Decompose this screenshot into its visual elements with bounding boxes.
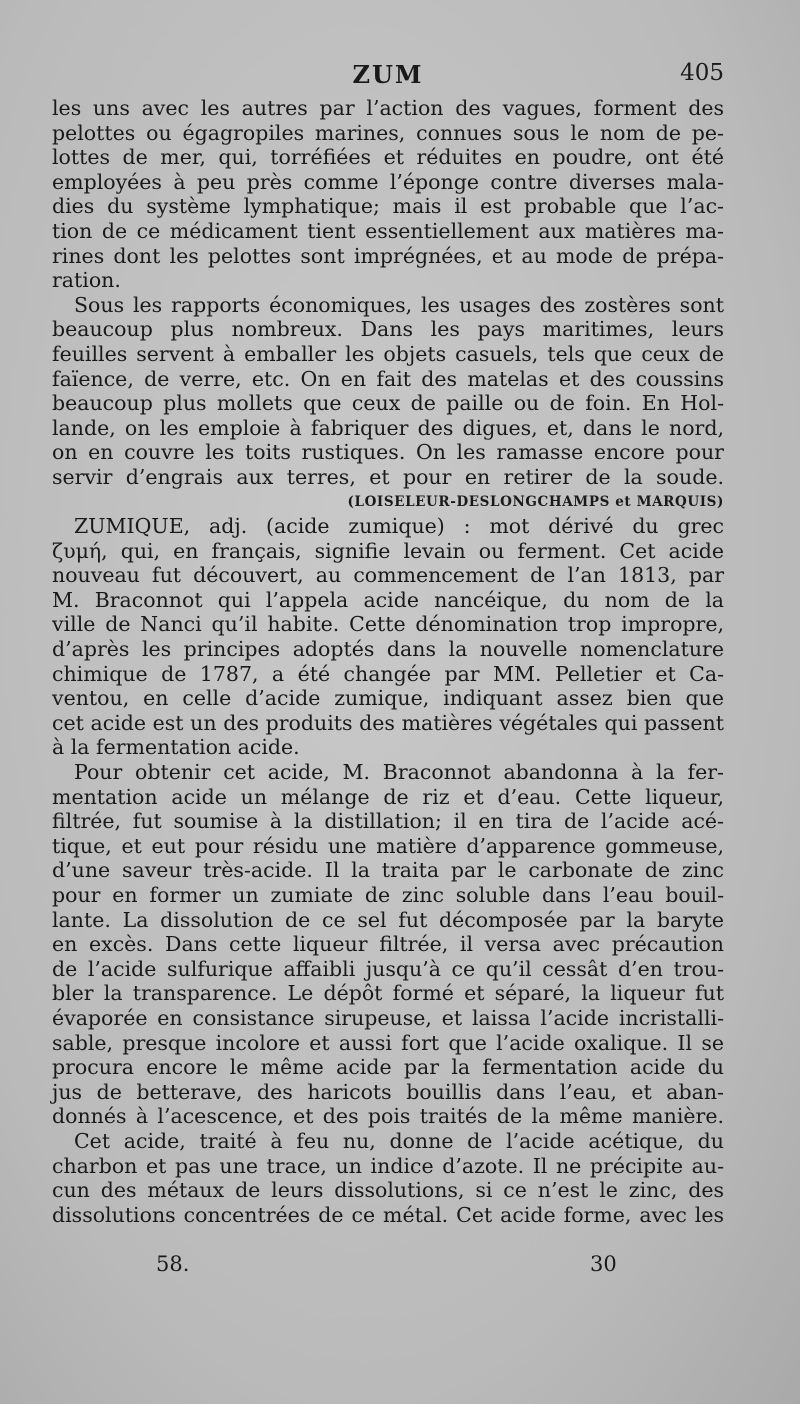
- text-line: lande, on les emploie à fabriquer des digues, et, dans le nord,: [52, 415, 724, 440]
- author-signature: (LOISELEUR-DESLONGCHAMPS et MARQUIS): [347, 493, 724, 510]
- text-line: les uns avec les autres par l’action des vagues, forment des: [52, 96, 724, 120]
- text-line: on en couvre les toits rustiques. On les ramasse encore pour: [52, 440, 724, 465]
- text-line: cet acide est un des produits des matières végétales qui passent: [52, 710, 724, 735]
- text-line: employées à peu près comme l’éponge contre diverses mala-: [52, 169, 724, 194]
- text-line: beaucoup plus mollets que ceux de paille ou de foin. En Hol-: [52, 391, 724, 416]
- text-line: cun des métaux de leurs dissolutions, si ce n’est le zinc, des: [52, 1178, 724, 1203]
- text-line: en excès. Dans cette liqueur filtrée, il versa avec précaution: [52, 932, 724, 957]
- text-line: lante. La dissolution de ce sel fut décomposée par la baryte: [52, 907, 724, 932]
- text-line: Sous les rapports économiques, les usages des zostères sont: [74, 292, 724, 317]
- page-footer: [52, 1252, 724, 1282]
- text-line: faïence, de verre, etc. On en fait des matelas et des coussins: [52, 366, 724, 391]
- text-line: nouveau fut découvert, au commencement de l’an 1813, par: [52, 563, 724, 588]
- text-line: d’après les principes adoptés dans la nouvelle nomenclature: [52, 637, 724, 662]
- text-line: ZUMIQUE, adj. (acide zumique) : mot dérivé du grec: [74, 514, 724, 539]
- text-line: tion de ce médicament tient essentiellement aux matières ma-: [52, 218, 724, 243]
- text-line: chimique de 1787, a été changée par MM. Pelletier et Ca-: [52, 661, 724, 686]
- text-line: ville de Nanci qu’il habite. Cette dénomination trop impropre,: [52, 612, 724, 637]
- text-line: ζυμή, qui, en français, signifie levain ou ferment. Cet acide: [52, 538, 724, 563]
- text-line: bler la transparence. Le dépôt formé et séparé, la liqueur fut: [52, 981, 724, 1006]
- text-line: procura encore le même acide par la fermentation acide du: [52, 1055, 724, 1080]
- text-line: pour en former un zumiate de zinc soluble dans l’eau bouil-: [52, 883, 724, 907]
- text-line: beaucoup plus nombreux. Dans les pays maritimes, leurs: [52, 317, 724, 342]
- text-line: à la fermentation acide.: [52, 735, 300, 760]
- text-line: ventou, en celle d’acide zumique, indiquant assez bien que: [52, 686, 724, 711]
- text-line: Cet acide, traité à feu nu, donne de l’acide acétique, du: [74, 1128, 724, 1153]
- text-line: Pour obtenir cet acide, M. Braconnot abandonna à la fer-: [74, 760, 724, 785]
- body-text: [52, 96, 724, 1227]
- text-line: mentation acide un mélange de riz et d’eau. Cette liqueur,: [52, 784, 724, 809]
- text-line: M. Braconnot qui l’appela acide nancéique, du nom de la: [52, 587, 724, 612]
- signature-mark: 30: [590, 1252, 617, 1276]
- sheet-number: 58.: [156, 1252, 190, 1276]
- text-line: de l’acide sulfurique affaibli jusqu’à ce qu’il cessât d’en trou-: [52, 956, 724, 981]
- text-line: dies du système lymphatique; mais il est probable que l’ac-: [52, 194, 724, 219]
- text-line: tique, et eut pour résidu une matière d’apparence gommeuse,: [52, 833, 724, 858]
- text-line: rines dont les pelottes sont imprégnées, et au mode de prépa-: [52, 243, 724, 268]
- text-line: sable, presque incolore et aussi fort que l’acide oxalique. Il se: [52, 1030, 724, 1055]
- text-line: filtrée, fut soumise à la distillation; il en tira de l’acide acé-: [52, 809, 724, 834]
- text-line: feuilles servent à emballer les objets casuels, tels que ceux de: [52, 341, 724, 366]
- text-line: dissolutions concentrées de ce métal. Cet acide forme, avec les: [52, 1202, 724, 1227]
- page-number: 405: [680, 60, 724, 86]
- running-title: ZUM: [352, 60, 424, 89]
- text-line: d’une saveur très-acide. Il la traita par le carbonate de zinc: [52, 858, 724, 883]
- running-header: [52, 60, 724, 94]
- text-line: ration.: [52, 268, 121, 293]
- text-line: lottes de mer, qui, torréfiées et réduites en poudre, ont été: [52, 145, 724, 170]
- text-line: donnés à l’acescence, et des pois traités de la même manière.: [52, 1104, 724, 1129]
- text-line: charbon et pas une trace, un indice d’azote. Il ne précipite au-: [52, 1153, 724, 1178]
- text-line: jus de betterave, des haricots bouillis dans l’eau, et aban-: [52, 1079, 724, 1104]
- text-line: évaporée en consistance sirupeuse, et laissa l’acide incristalli-: [52, 1005, 724, 1030]
- text-line: servir d’engrais aux terres, et pour en retirer de la soude.: [52, 464, 724, 489]
- text-line: pelottes ou égagropiles marines, connues sous le nom de pe-: [52, 120, 724, 145]
